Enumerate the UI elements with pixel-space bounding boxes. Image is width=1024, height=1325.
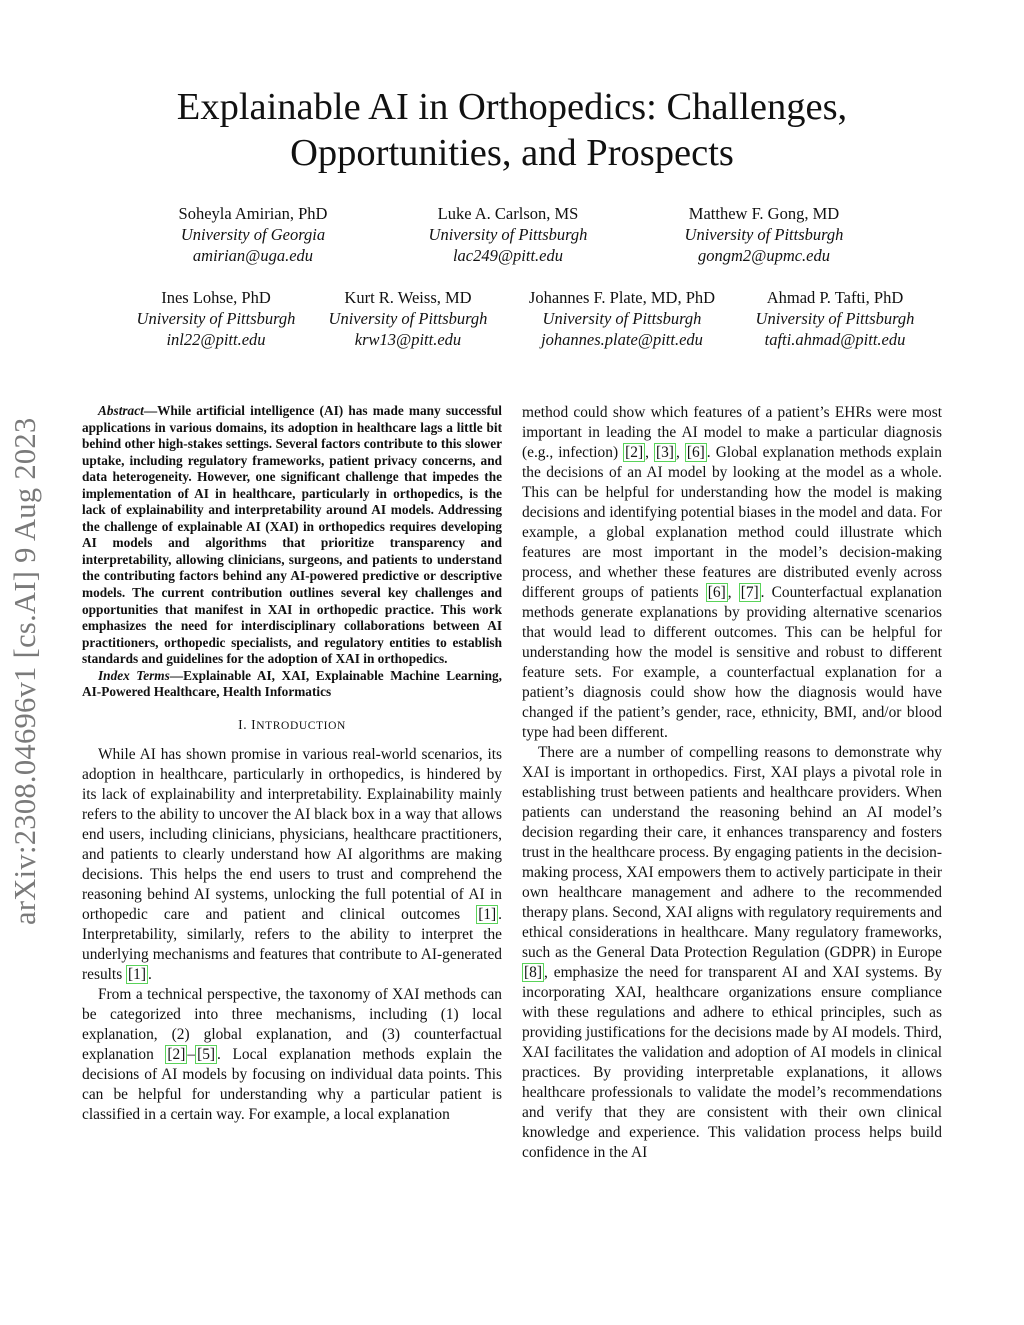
citation-link[interactable]: [5] bbox=[197, 1045, 216, 1063]
citation-link[interactable]: [1] bbox=[478, 905, 497, 923]
paragraph-text: . Global explanation methods explain the decisions of an AI model by looking at the model as a whole. This can be helpful for understanding how the model is making decisions and identifying potential biases in the model and data. For example, a global explanation method could illustrate which features are most important in the model’s decision-making process, and whether these features are distributed evenly across different groups of patients bbox=[522, 444, 942, 601]
author-email[interactable]: krw13@pitt.edu bbox=[354, 330, 462, 349]
citation-link[interactable]: [8] bbox=[524, 964, 542, 981]
title-line-2: Opportunities, and Prospects bbox=[290, 132, 734, 174]
author-affiliation: University of Pittsburgh bbox=[755, 309, 915, 328]
citation-range-dash: – bbox=[187, 1045, 196, 1063]
citation-separator: , bbox=[675, 444, 685, 461]
paragraph-text: From a technical perspective, the taxonomy of XAI methods can be categorized into three mechanisms, including (1) local explanation, (2) global explanation, and (3) counterfactual explanation bbox=[82, 985, 502, 1063]
abstract bbox=[82, 403, 502, 668]
index-terms bbox=[82, 668, 502, 701]
section-number: I. bbox=[238, 716, 252, 732]
citation-link[interactable]: [3] bbox=[655, 444, 674, 461]
paper-title bbox=[100, 84, 924, 176]
intro-paragraph-2 bbox=[82, 985, 502, 1125]
author-email[interactable]: johannes.plate@pitt.edu bbox=[541, 330, 703, 349]
citation-link[interactable]: [2] bbox=[625, 444, 644, 461]
citation-link[interactable]: [6] bbox=[686, 444, 705, 461]
intro-paragraph-1 bbox=[82, 745, 502, 985]
author-name: Matthew F. Gong, MD bbox=[688, 204, 840, 223]
paragraph-text: , emphasize the need for transparent AI and XAI systems. By incorporating XAI, healthcare organizations ensure compliance with these regulations and adhere to ethical principles, such as providing justifications for the decisions made by AI models. Third, XAI facilitates the validation and adoption of AI models in clinical practices. By providing interpretable explanations, it allows healthcare professionals to validate the model’s recommendations and verify that they are consistent with their own clinical knowledge and experience. This validation process helps build confidence in the AI bbox=[522, 964, 942, 1161]
right-paragraph-1 bbox=[522, 403, 942, 743]
author-affiliation: University of Georgia bbox=[180, 225, 326, 244]
paragraph-text: . Local explanation methods explain the decisions of AI models by focusing on individual data points. This can be helpful for understanding why a particular patient is classified in a certain way. For example, a local explanation bbox=[82, 1045, 502, 1123]
author-affiliation: University of Pittsburgh bbox=[328, 309, 488, 328]
paragraph-text: method could show which features of a patient’s EHRs were most important in leading the AI model to make a particular diagnosis (e.g., infection) bbox=[522, 404, 942, 461]
author-name: Ahmad P. Tafti, PhD bbox=[766, 288, 904, 307]
author-name: Ines Lohse, PhD bbox=[161, 288, 271, 307]
author-email[interactable]: lac249@pitt.edu bbox=[452, 246, 564, 265]
citation-separator: , bbox=[727, 584, 739, 601]
author-affiliation: University of Pittsburgh bbox=[542, 309, 702, 328]
right-paragraph-2 bbox=[522, 743, 942, 1163]
citation-separator: , bbox=[645, 444, 654, 461]
title-line-1: Explainable AI in Orthopedics: Challenges, bbox=[176, 86, 848, 128]
citation-link[interactable]: [7] bbox=[740, 584, 759, 601]
author-email[interactable]: tafti.ahmad@pitt.edu bbox=[764, 330, 906, 349]
citation-link[interactable]: [6] bbox=[707, 584, 726, 601]
paragraph-text: . Interpretability, similarly, refers to the ability to interpret the underlying mechanisms and features that contribute to AI-generated results bbox=[82, 905, 502, 983]
abstract-label: Abstract bbox=[98, 403, 144, 418]
author-block bbox=[318, 287, 498, 350]
citation-link[interactable]: [1] bbox=[128, 965, 146, 983]
citation-link[interactable]: [2] bbox=[167, 1045, 186, 1063]
author-affiliation: University of Pittsburgh bbox=[136, 309, 296, 328]
author-block bbox=[745, 287, 925, 350]
paragraph-text: . Counterfactual explanation methods generate explanations by providing alternative scenarios that would lead to different outcomes. This can be helpful for understanding how the model is sensitive and robust to different feature sets. For example, a counterfactual explanation for a patient’s diagnosis could show how the diagnosis would have changed if the patient’s gender, race, ethnicity, BMI, and/or blood type had been different. bbox=[522, 584, 942, 741]
abstract-text: —While artificial intelligence (AI) has made many successful applications in various domains, its adoption in healthcare lags a little bit behind other high-stakes settings. Several factors contribute to this slower uptake, including regulatory frameworks, patient privacy concerns, and data heterogeneity. However, one significant challenge that impedes the implementation of AI in healthcare, particularly in orthopedics, is the lack of explainability and interpretability around AI models. Addressing the challenge of explainable AI (XAI) in orthopedics requires developing AI models and algorithms that prioritize transparency and interpretability, allowing clinicians, surgeons, and patients to understand the contributing factors behind any AI-powered predictive or descriptive models. The current contribution outlines several key challenges and opportunities that manifest in XAI in orthopedic practice. This work emphasizes the need for interdisciplinary collaborations between AI practitioners, orthopedic specialists, and regulatory entities to establish standards and guidelines for the adoption of XAI in orthopedics. bbox=[82, 403, 502, 667]
index-terms-label: Index Terms bbox=[98, 667, 170, 683]
paragraph-text: . bbox=[147, 965, 152, 983]
section-title-rest: NTRODUCTION bbox=[256, 719, 346, 732]
author-block bbox=[654, 203, 874, 266]
author-name: Luke A. Carlson, MS bbox=[437, 204, 579, 223]
author-email[interactable]: inl22@pitt.edu bbox=[166, 330, 266, 349]
paragraph-text: While AI has shown promise in various real-world scenarios, its adoption in healthcare, particularly in orthopedics, is hindered by its lack of explainability and interpretability. Explainability mainly refers to the ability to uncover the AI black box in a way that allows end users, including clinicians, physicians, healthcare practitioners, and patients to clearly understand how AI algorithms are making decisions. This helps the end users to trust and comprehend the reasoning behind AI systems, unlocking the full potential of AI in orthopedic care and patient and clinical outcomes bbox=[82, 745, 502, 923]
left-column bbox=[82, 403, 502, 1125]
author-block bbox=[126, 287, 306, 350]
arxiv-identifier[interactable]: arXiv:2308.04696v1 [cs.AI] 9 Aug 2023 bbox=[8, 417, 42, 925]
right-column bbox=[522, 403, 942, 1163]
author-block bbox=[507, 287, 737, 350]
section-heading-introduction bbox=[82, 715, 502, 736]
paragraph-text: There are a number of compelling reasons to demonstrate why XAI is important in orthopedics. First, XAI plays a pivotal role in establishing trust between patients and healthcare providers. When patients can understand the reasoning behind an AI model’s decision regarding their care, it enhances transparency and fosters trust in the healthcare process. By engaging patients in the decision-making process, XAI empowers them to actively participate in their own healthcare management and adhere to the recommended therapy plans. Second, XAI aligns with regulatory requirements and ethical considerations in healthcare. Many regulatory frameworks, such as the General Data Protection Regulation (GDPR) in Europe bbox=[522, 744, 942, 961]
author-block bbox=[403, 203, 613, 266]
author-email[interactable]: gongm2@upmc.edu bbox=[697, 246, 831, 265]
author-name: Kurt R. Weiss, MD bbox=[344, 288, 472, 307]
index-terms-text: —Explainable AI, XAI, Explainable Machine Learning, AI-Powered Healthcare, Health Informatics bbox=[82, 667, 502, 700]
author-email[interactable]: amirian@uga.edu bbox=[192, 246, 314, 265]
section-initial: I bbox=[251, 716, 257, 732]
author-name: Soheyla Amirian, PhD bbox=[178, 204, 328, 223]
author-block bbox=[148, 203, 358, 266]
author-name: Johannes F. Plate, MD, PhD bbox=[528, 288, 716, 307]
author-affiliation: University of Pittsburgh bbox=[428, 225, 588, 244]
author-affiliation: University of Pittsburgh bbox=[684, 225, 844, 244]
